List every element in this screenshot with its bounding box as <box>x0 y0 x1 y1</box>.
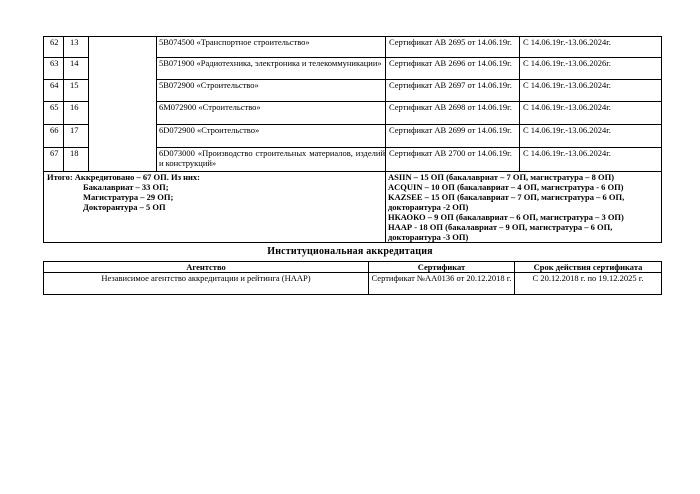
row-number: 63 <box>44 58 64 80</box>
program-period: С 14.06.19г.-13.06.2024г. <box>520 80 662 102</box>
row-number: 65 <box>44 102 64 125</box>
program-certificate: Сертификат АВ 2697 от 14.06.19г. <box>386 80 520 102</box>
program-name: 6М072900 «Строительство» <box>157 102 386 125</box>
sub-number: 18 <box>64 148 89 172</box>
sub-number: 16 <box>64 102 89 125</box>
institutional-certificate: Сертификат №АА0136 от 20.12.2018 г. <box>369 273 515 295</box>
program-name: 5В071900 «Радиотехника, электроника и телекоммуникации» <box>157 58 386 80</box>
program-name: 5B074500 «Транспортное строительство» <box>157 37 386 58</box>
header-row <box>44 262 662 273</box>
institutional-title: Институциональная аккредитация <box>267 246 433 257</box>
program-certificate: Сертификат АВ 2699 от 14.06.19г. <box>386 125 520 148</box>
program-period: С 14.06.19г.-13.06.2024г. <box>520 125 662 148</box>
program-period: С 14.06.19г.-13.06.2024г. <box>520 148 662 172</box>
sub-number: 17 <box>64 125 89 148</box>
institutional-agency: Независимое агентство аккредитации и рейтинга (НААР) <box>44 273 369 295</box>
header-agency: Агентство <box>44 262 369 273</box>
program-name: 6D073000 «Производство строительных материалов, изделий и конструкций» <box>157 148 386 172</box>
table-row <box>44 273 662 295</box>
institutional-period: С 20.12.2018 г. по 19.12.2025 г. <box>515 273 662 295</box>
summary-bachelor: Бакалавриат – 33 ОП; <box>83 182 169 192</box>
programs-table <box>43 36 662 243</box>
agency-asiin: ASIIN – 15 ОП (бакалавриат – 7 ОП, магистратура – 8 ОП) <box>388 172 615 182</box>
summary-total: Итого: Аккредитовано – 67 ОП. Из них: <box>47 172 201 182</box>
merged-cell <box>89 37 157 172</box>
summary-master: Магистратура – 29 ОП; <box>83 192 174 202</box>
summary-totals <box>44 172 386 243</box>
program-name: 6D072900 «Строительство» <box>157 125 386 148</box>
row-number: 67 <box>44 148 64 172</box>
program-period: С 14.06.19г.-13.06.2024г. <box>520 102 662 125</box>
row-number: 62 <box>44 37 64 58</box>
program-certificate: Сертификат АВ 2700 от 14.06.19г. <box>386 148 520 172</box>
program-certificate: Сертификат АВ 2698 от 14.06.19г. <box>386 102 520 125</box>
agency-naar: НААР - 18 ОП (бакалавриат – 9 ОП, магистратура – 6 ОП, докторантура -3 ОП) <box>388 222 613 242</box>
sub-number: 13 <box>64 37 89 58</box>
program-period: С 14.06.19г.-13.06.2024г. <box>520 37 662 58</box>
agency-nkaoko: НКАОКО – 9 ОП (бакалавриат – 6 ОП, магистратура – 3 ОП) <box>388 212 624 222</box>
summary-doctor: Докторантура – 5 ОП <box>83 202 166 212</box>
summary-row <box>44 172 662 243</box>
sub-number: 14 <box>64 58 89 80</box>
program-certificate: Сертификат АВ 2696 от 14.06.19г. <box>386 58 520 80</box>
row-number: 66 <box>44 125 64 148</box>
institutional-table <box>43 261 662 295</box>
agency-acquin: ACQUIN – 10 ОП (бакалавриат – 4 ОП, магистратура - 6 ОП) <box>388 182 624 192</box>
header-certificate: Сертификат <box>369 262 515 273</box>
program-name: 5В072900 «Строительство» <box>157 80 386 102</box>
program-certificate: Сертификат АВ 2695 от 14.06.19г. <box>386 37 520 58</box>
sub-number: 15 <box>64 80 89 102</box>
agency-kazsee: KAZSEE – 15 ОП (бакалавриат – 7 ОП, магистратура – 6 ОП, докторантура -2 ОП) <box>388 192 625 212</box>
row-number: 64 <box>44 80 64 102</box>
summary-agencies <box>386 172 662 243</box>
header-validity: Срок действия сертификата <box>515 262 662 273</box>
program-period: С 14.06.19г.-13.06.2026г. <box>520 58 662 80</box>
table-row <box>44 37 662 58</box>
